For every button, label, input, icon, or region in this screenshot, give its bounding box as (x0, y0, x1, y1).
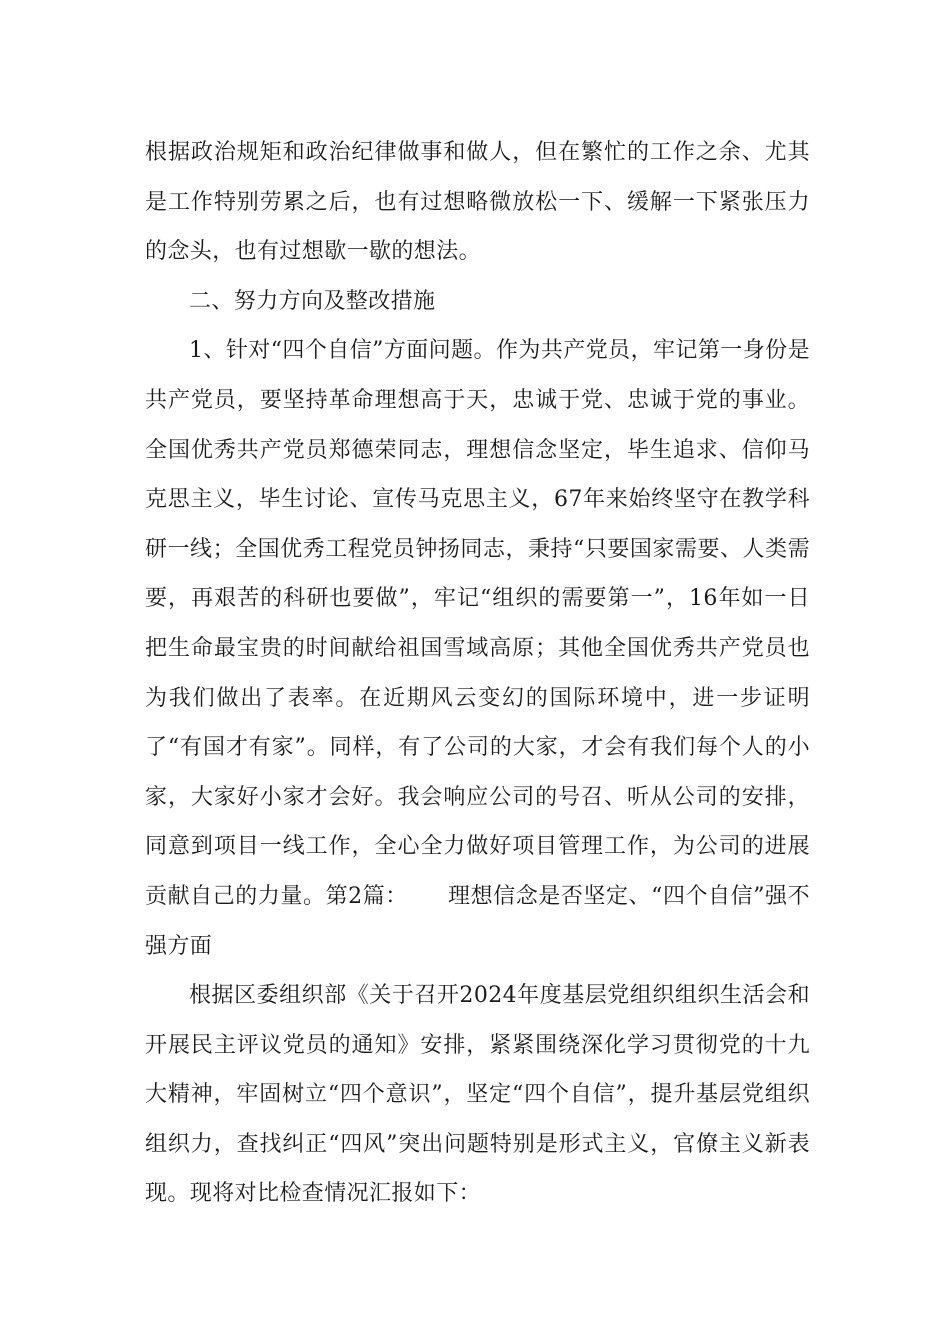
document-body (145, 128, 810, 1219)
section-heading (145, 277, 810, 327)
paragraph-text: 根据政治规矩和政治纪律做事和做人，但在繁忙的工作之余、尤其是工作特别劳累之后，也有过想略微放松一下、缓解一下紧张压力的念头，也有过想歇一歇的想法。 (145, 140, 810, 265)
paragraph-text: 1、针对“四个自信”方面问题。作为共产党员，牢记第一身份是共产党员，要坚持革命理想高于天，忠诚于党、忠诚于党的事业。全国优秀共产党员郑德荣同志，理想信念坚定，毕生追求、信仰马克思主义，毕生讨论、宣传马克思主义，67年来始终坚守在教学科研一线；全国优秀工程党员钟扬同志，秉持“只要国家需要、人类需要，再艰苦的科研也要做”，牢记“组织的需要第一”，16年如一日把生命最宝贵的时间献给祖国雪域高原；其他全国优秀共产党员也为我们做出了表率。在近期风云变幻的国际环境中，进一步证明了“有国才有家”。同样，有了公司的大家，才会有我们每个人的小家，大家好小家才会好。我会响应公司的号召、听从公司的安排，同意到项目一线工作，全心全力做好项目管理工作，为公司的进展贡献自己的力量。 (145, 338, 810, 909)
paragraph-intro (145, 971, 810, 1219)
paragraph-text: 根据区委组织部《关于召开2024年度基层党组织组织生活会和开展民主评议党员的通知》安排，紧紧围绕深化学习贯彻党的十九大精神，牢固树立“四个意识”，坚定“四个自信”，提升基层党组织组织力，查找纠正“四风”突出问题特别是形式主义，官僚主义新表现。现将对比检查情况汇报如下： (145, 983, 810, 1207)
section-heading-text: 二、努力方向及整改措施 (189, 288, 436, 314)
paragraph-measure-1 (145, 326, 810, 971)
paragraph-continuation (145, 128, 810, 277)
article-heading-title: 理想信念是否坚定、“四个自信”强不强方面 (145, 883, 811, 959)
article-heading-prefix: 第2篇： (325, 883, 408, 909)
